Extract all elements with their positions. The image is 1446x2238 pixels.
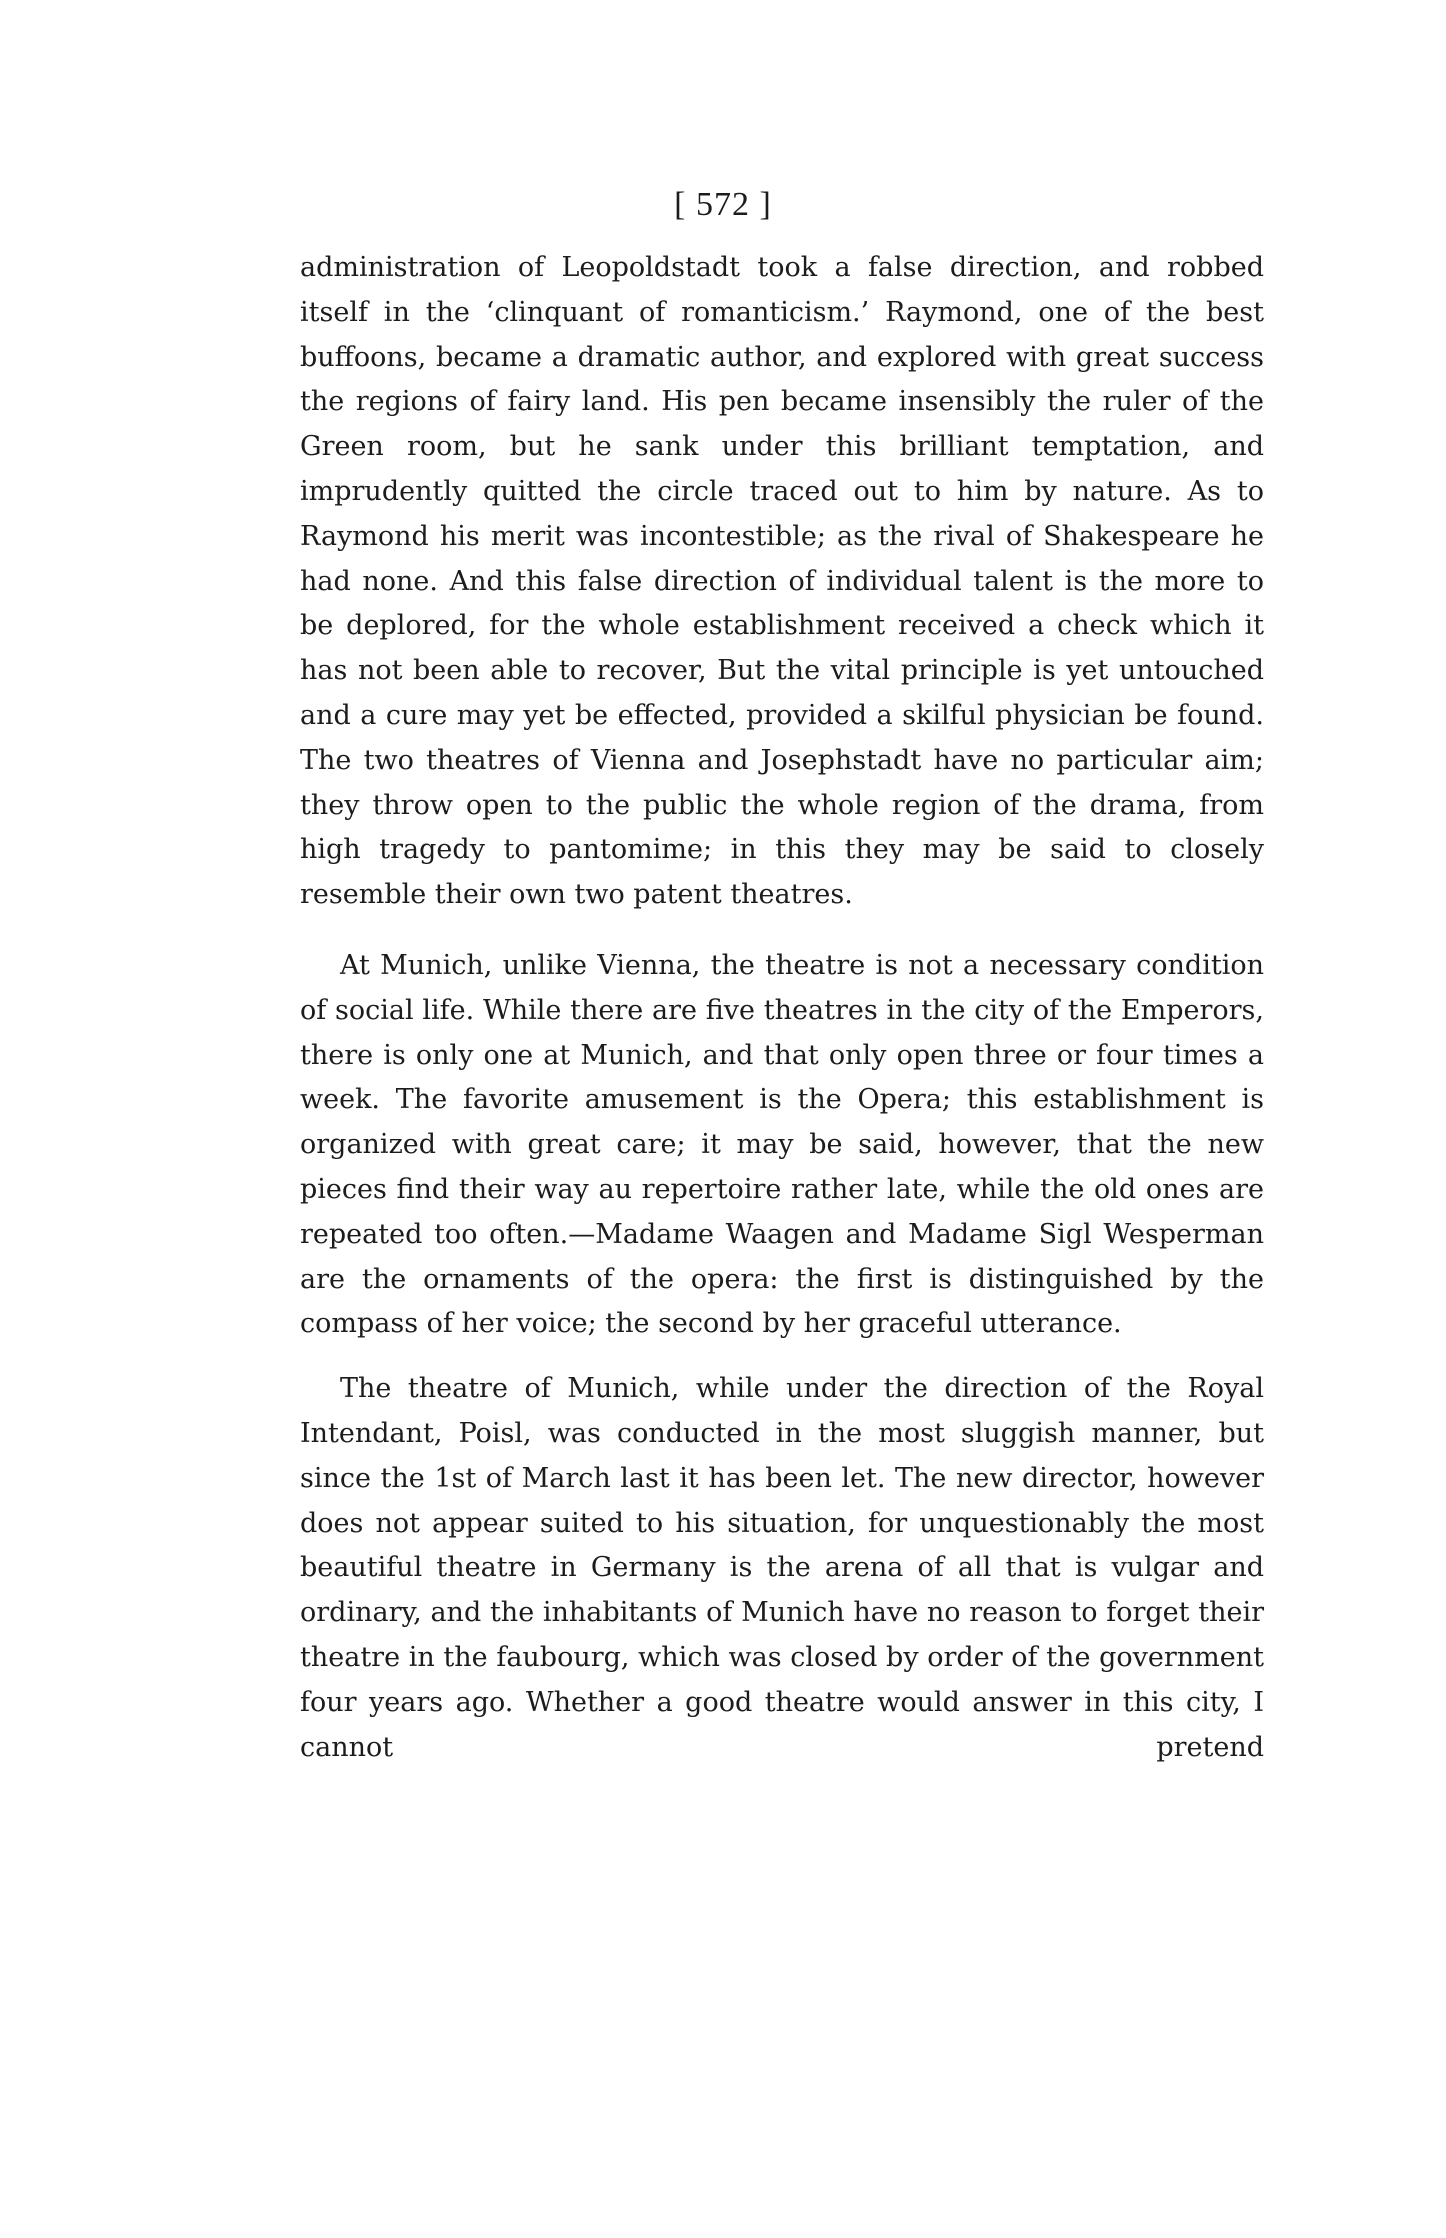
page-number: [ 572 ] bbox=[674, 186, 772, 223]
paragraph-2: At Munich, unlike Vienna, the theatre is not a necessary condition of social life. While there are five theatres in the city of the Emperors, there is only one at Munich, and that only open three or four times a week. The favorite amusement is the Opera; this establishment is organized with great care; it may be said, however, that the new pieces find their way au repertoire rather late, while the old ones are repeated too often.—Madame Waagen and Madame Sigl Wesperman are the ornaments of the opera: the first is distinguished by the compass of her voice; the second by her graceful utterance. bbox=[300, 949, 1264, 1340]
text-column bbox=[300, 246, 1264, 1770]
paragraph-3: The theatre of Munich, while under the direction of the Royal Intendant, Poisl, was conducted in the most sluggish manner, but since the 1st of March last it has been let. The new director, however does not appear suited to his situation, for unquestionably the most beautiful theatre in Germany is the arena of all that is vulgar and ordinary, and the inhabitants of Munich have no reason to forget their theatre in the faubourg, which was closed by order of the government four years ago. Whether a good theatre would answer in this city, I cannot pretend bbox=[300, 1373, 1264, 1763]
paragraph-1: administration of Leopoldstadt took a false direction, and robbed itself in the ‘clinquant of romanticism.’ Raymond, one of the best buffoons, became a dramatic author, and explored with great success the regions of fairy land. His pen became insensibly the ruler of the Green room, but he sank under this brilliant temptation, and imprudently quitted the circle traced out to him by nature. As to Raymond his merit was incontestible; as the rival of Shakespeare he had none. And this false direction of individual talent is the more to be deplored, for the whole establishment received a check which it has not been able to recover, But the vital principle is yet untouched and a cure may yet be effected, provided a skilful physician be found. The two theatres of Vienna and Josephstadt have no particular aim; they throw open to the public the whole region of the drama, from high tragedy to pantomime; in this they may be said to closely resemble their own two patent theatres. bbox=[300, 252, 1264, 911]
